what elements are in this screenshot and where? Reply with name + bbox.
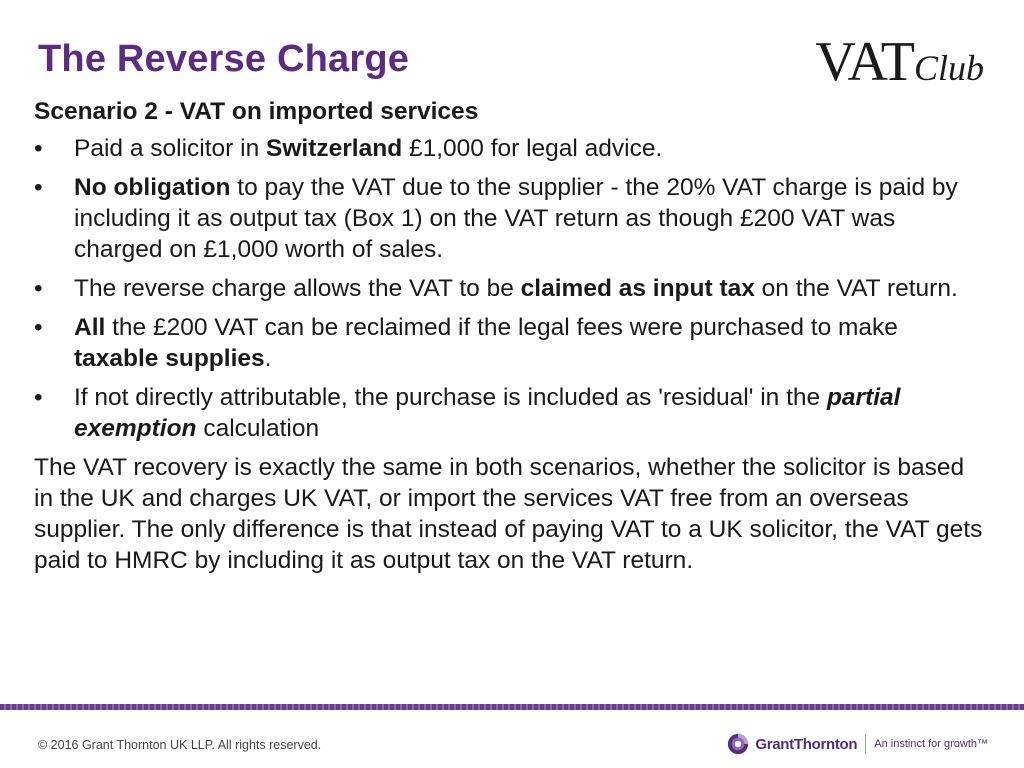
bullet-list [34,133,984,444]
bullet-item [34,133,984,164]
bullet-marker: • [34,314,43,341]
bullet-text-segment: to pay the VAT due to the supplier - the 20% VAT charge is paid by including it as output tax (Box 1) on the VAT return as though £200 VAT was charged on £1,000 worth of sales. [74,174,958,263]
grant-thornton-logo [727,731,988,757]
bullet-item [34,172,984,265]
bullet-text-segment: £1,000 for legal advice. [402,135,663,162]
bullet-text-segment: taxable supplies [74,345,265,372]
bullet-marker: • [34,135,43,162]
copyright-text: © 2016 Grant Thornton UK LLP. All rights reserved. [38,738,322,752]
bullet-marker: • [34,384,43,411]
bullet-text-segment: partial exemption [74,384,901,442]
slide-title: The Reverse Charge [38,38,410,80]
bullet-text-segment: . [264,345,272,372]
bullet-item [34,273,984,304]
grant-thornton-logo-icon [727,733,749,755]
footer-divider [0,704,1024,710]
bullet-text-segment: If not directly attributable, the purchase is included as 'residual' in the [74,384,827,411]
bullet-text-segment: No obligation [74,174,231,201]
bullet-text-segment: Switzerland [266,135,403,162]
bullet-marker: • [34,275,43,302]
bullet-marker: • [34,174,43,201]
vat-club-logo [815,30,984,94]
bullet-text-segment: claimed as input tax [520,275,755,302]
summary-paragraph: The VAT recovery is exactly the same in both scenarios, whether the solicitor is based in the UK and charges UK VAT, or import the services VAT free from an overseas supplier. The only difference is that instead of paying VAT to a UK solicitor, the VAT gets paid to HMRC by including it as output tax on the VAT return. [34,454,983,574]
logo-sub-text: Club [913,48,984,88]
brand-name: GrantThornton [755,735,858,753]
bullet-item [34,382,984,444]
bullet-text-segment: on the VAT return. [754,275,958,302]
bullet-text-segment: Paid a solicitor in [74,135,267,162]
slide-subtitle: Scenario 2 - VAT on imported services [34,98,479,125]
bullet-text-segment: the £200 VAT can be reclaimed if the legal fees were purchased to make [105,314,898,341]
bullet-text-segment: The reverse charge allows the VAT to be [74,275,521,302]
bullet-text-segment: calculation [196,415,320,442]
brand-tagline: An instinct for growth™ [874,738,988,750]
logo-main-text: VAT [815,31,914,93]
slide-body [34,96,984,576]
bullet-item [34,312,984,374]
bullet-text-segment: All [74,314,106,341]
brand-separator [865,734,866,754]
